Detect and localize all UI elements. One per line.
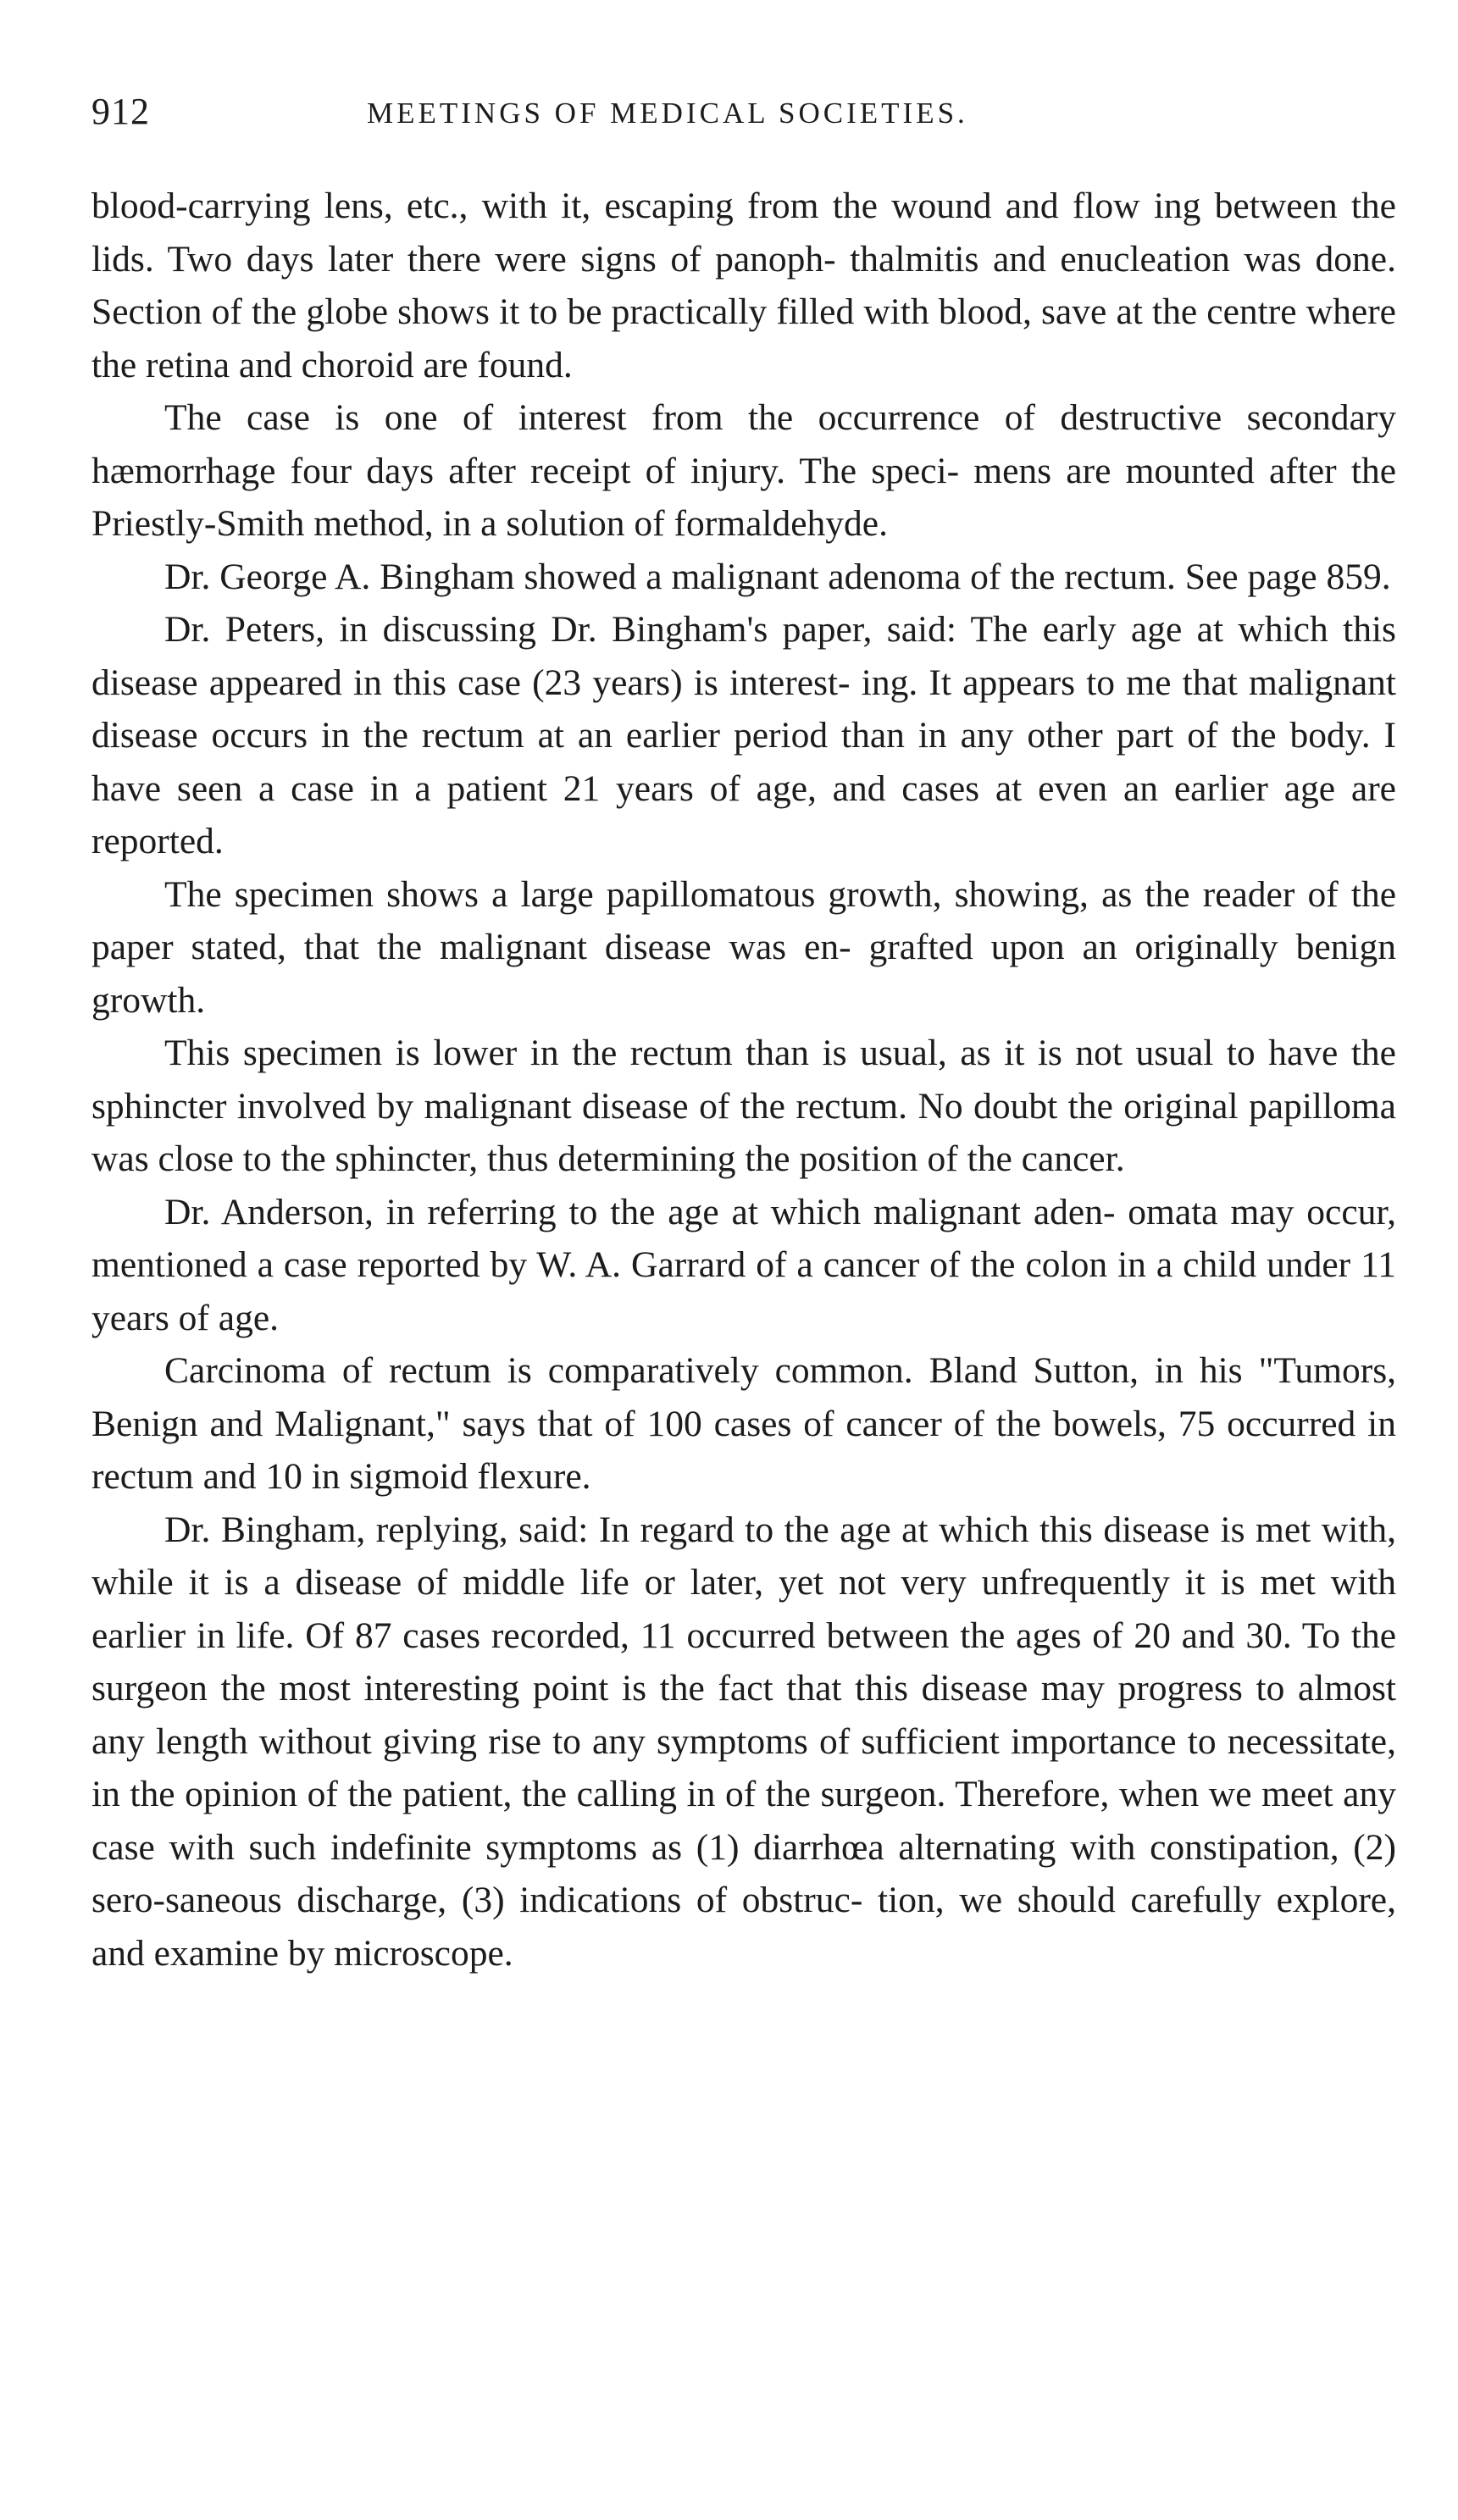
paragraph: This specimen is lower in the rectum than is usual, as it is not usual to have the sphincter involved by malignant disease of the rectum. No doubt the original papilloma was close to the sphincter, thus determining the position of the cancer. [91,1033,1396,1179]
paragraph: Carcinoma of rectum is comparatively common. Bland Sutton, in his "Tumors, Benign and Malignant," says that of 100 cases of cancer of the bowels, 75 occurred in rectum and 10 in sigmoid flexure. [91,1350,1396,1497]
body-text [91,180,1396,1980]
running-head: MEETINGS OF MEDICAL SOCIETIES. [367,97,968,130]
page-number: 912 [91,91,150,132]
paragraph: Dr. George A. Bingham showed a malignant adenoma of the rectum. See page 859. [164,556,1391,597]
paragraph: Dr. Bingham, replying, said: In regard to the age at which this disease is met with, while it is a disease of middle life or later, yet not very unfrequently it is met with earlier in life. Of 87 cases recorded, 11 occurred between the ages of 20 and 30. To the surgeon the most interesting point is the fact that this disease may progress to almost any length without giving rise to any symptoms of sufficient importance to necessitate, in the opinion of the patient, the calling in of the surgeon. Therefore, when we meet any case with such indefinite symptoms as (1) diarrhœa alternating with constipation, (2) sero-saneous discharge, (3) indications of obstruc- tion, we should carefully explore, and examine by microscope. [91,1509,1396,1974]
paragraph: The case is one of interest from the occurrence of destructive secondary hæmorrhage four days after receipt of injury. The speci- mens are mounted after the Priestly-Smith method, in a solution of formaldehyde. [91,397,1396,544]
paragraph: Dr. Peters, in discussing Dr. Bingham's paper, said: The early age at which this disease appeared in this case (23 years) is interest- ing. It appears to me that malignant disease occurs in the rectum at an earlier period than in any other part of the body. I have seen a case in a patient 21 years of age, and cases at even an earlier age are reported. [91,609,1396,861]
paragraph-continued: blood-carrying lens, etc., with it, escaping from the wound and flow ing between the lids. Two days later there were signs of panoph- thalmitis and enucleation was done. Section of the globe shows it to be practically filled with blood, save at the centre where the retina and choroid are found. [91,186,1396,385]
page-header [91,86,1396,137]
paragraph: The specimen shows a large papillomatous growth, showing, as the reader of the paper stated, that the malignant disease was en- grafted upon an originally benign growth. [91,873,1396,1021]
paragraph: Dr. Anderson, in referring to the age at which malignant aden- omata may occur, mentioned a case reported by W. A. Garrard of a cancer of the colon in a child under 11 years of age. [91,1191,1396,1338]
